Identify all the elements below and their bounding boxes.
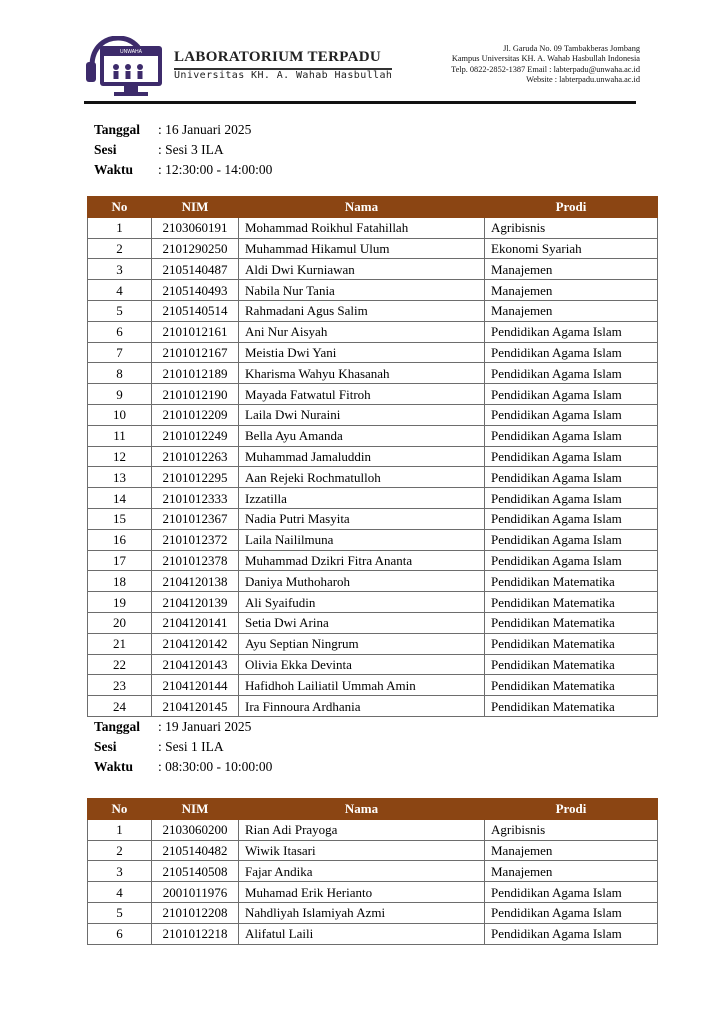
cell-prodi: Pendidikan Agama Islam <box>485 923 658 944</box>
cell-no: 14 <box>88 488 152 509</box>
cell-prodi: Manajemen <box>485 300 658 321</box>
cell-no: 13 <box>88 467 152 488</box>
col-header-nim: NIM <box>152 799 239 820</box>
cell-nim: 2104120141 <box>152 612 239 633</box>
cell-nama: Mohammad Roikhul Fatahillah <box>239 217 485 238</box>
waktu-label: Waktu <box>94 161 134 177</box>
cell-nim: 2101012190 <box>152 384 239 405</box>
cell-no: 4 <box>88 280 152 301</box>
table-row <box>88 363 658 384</box>
cell-prodi: Pendidikan Matematika <box>485 696 658 717</box>
lab-logo-monitor-headphones-icon <box>84 36 164 98</box>
cell-no: 1 <box>88 819 152 840</box>
table-row <box>88 217 658 238</box>
cell-no: 5 <box>88 902 152 923</box>
cell-prodi: Pendidikan Matematika <box>485 633 658 654</box>
cell-no: 1 <box>88 217 152 238</box>
tanggal-label: Tanggal <box>94 122 141 137</box>
cell-prodi: Manajemen <box>485 840 658 861</box>
cell-nama: Setia Dwi Arina <box>239 612 485 633</box>
table-row <box>88 508 658 529</box>
cell-nim: 2104120142 <box>152 633 239 654</box>
cell-prodi: Pendidikan Agama Islam <box>485 467 658 488</box>
cell-nama: Nabila Nur Tania <box>239 280 485 301</box>
cell-prodi: Pendidikan Agama Islam <box>485 342 658 363</box>
table-row <box>88 467 658 488</box>
cell-nim: 2105140508 <box>152 861 239 882</box>
cell-prodi: Pendidikan Matematika <box>485 654 658 675</box>
cell-prodi: Pendidikan Agama Islam <box>485 902 658 923</box>
cell-nama: Ira Finnoura Ardhania <box>239 696 485 717</box>
table-row <box>88 384 658 405</box>
cell-no: 6 <box>88 321 152 342</box>
cell-nim: 2101012295 <box>152 467 239 488</box>
cell-no: 20 <box>88 612 152 633</box>
cell-prodi: Agribisnis <box>485 217 658 238</box>
cell-nama: Hafidhoh Lailiatil Ummah Amin <box>239 675 485 696</box>
cell-nama: Rahmadani Agus Salim <box>239 300 485 321</box>
participant-table <box>87 196 658 717</box>
cell-nim: 2103060200 <box>152 819 239 840</box>
cell-no: 8 <box>88 363 152 384</box>
website-line: Website : labterpadu.unwaha.ac.id <box>526 75 640 85</box>
cell-nama: Ayu Septian Ningrum <box>239 633 485 654</box>
cell-nim: 2101012209 <box>152 404 239 425</box>
cell-nama: Nadia Putri Masyita <box>239 508 485 529</box>
cell-prodi: Ekonomi Syariah <box>485 238 658 259</box>
cell-no: 24 <box>88 696 152 717</box>
cell-nim: 2101290250 <box>152 238 239 259</box>
table-row <box>88 259 658 280</box>
sesi-value: : Sesi 1 ILA <box>158 738 224 754</box>
cell-no: 22 <box>88 654 152 675</box>
cell-prodi: Pendidikan Matematika <box>485 592 658 613</box>
table-row <box>88 923 658 944</box>
cell-no: 19 <box>88 592 152 613</box>
cell-no: 16 <box>88 529 152 550</box>
col-header-prodi: Prodi <box>485 197 658 218</box>
cell-prodi: Pendidikan Agama Islam <box>485 529 658 550</box>
cell-nim: 2104120145 <box>152 696 239 717</box>
cell-prodi: Manajemen <box>485 861 658 882</box>
table-header-row <box>88 197 658 218</box>
cell-nim: 2105140482 <box>152 840 239 861</box>
cell-nim: 2105140514 <box>152 300 239 321</box>
cell-nama: Meistia Dwi Yani <box>239 342 485 363</box>
cell-no: 3 <box>88 861 152 882</box>
table-row <box>88 612 658 633</box>
waktu-value: : 12:30:00 - 14:00:00 <box>158 161 273 177</box>
cell-no: 2 <box>88 238 152 259</box>
cell-nama: Muhammad Dzikri Fitra Ananta <box>239 550 485 571</box>
cell-no: 12 <box>88 446 152 467</box>
cell-nim: 2101012208 <box>152 902 239 923</box>
address-line: Kampus Universitas KH. A. Wahab Hasbullah Indonesia <box>451 54 640 64</box>
table-row <box>88 342 658 363</box>
cell-nim: 2101012249 <box>152 425 239 446</box>
cell-prodi: Pendidikan Agama Islam <box>485 488 658 509</box>
cell-nama: Bella Ayu Amanda <box>239 425 485 446</box>
table-row <box>88 425 658 446</box>
cell-nama: Muhammad Hikamul Ulum <box>239 238 485 259</box>
cell-no: 4 <box>88 882 152 903</box>
table-row <box>88 321 658 342</box>
cell-no: 17 <box>88 550 152 571</box>
cell-nama: Ali Syaifudin <box>239 592 485 613</box>
col-header-prodi: Prodi <box>485 799 658 820</box>
cell-nim: 2101012189 <box>152 363 239 384</box>
col-header-nama: Nama <box>239 799 485 820</box>
cell-nim: 2104120143 <box>152 654 239 675</box>
table-row <box>88 446 658 467</box>
cell-nama: Wiwik Itasari <box>239 840 485 861</box>
table-row <box>88 654 658 675</box>
cell-no: 6 <box>88 923 152 944</box>
col-header-nim: NIM <box>152 197 239 218</box>
cell-nim: 2105140487 <box>152 259 239 280</box>
cell-nama: Mayada Fatwatul Fitroh <box>239 384 485 405</box>
table-row <box>88 404 658 425</box>
col-header-nama: Nama <box>239 197 485 218</box>
cell-no: 9 <box>88 384 152 405</box>
table-row <box>88 882 658 903</box>
cell-nim: 2101012378 <box>152 550 239 571</box>
table-row <box>88 280 658 301</box>
table-header-row <box>88 799 658 820</box>
cell-prodi: Pendidikan Matematika <box>485 675 658 696</box>
cell-nim: 2101012372 <box>152 529 239 550</box>
cell-nama: Rian Adi Prayoga <box>239 819 485 840</box>
cell-nim: 2101012367 <box>152 508 239 529</box>
letterhead <box>84 36 640 106</box>
cell-prodi: Pendidikan Agama Islam <box>485 384 658 405</box>
cell-prodi: Pendidikan Agama Islam <box>485 550 658 571</box>
cell-no: 3 <box>88 259 152 280</box>
cell-no: 21 <box>88 633 152 654</box>
cell-nim: 2101012218 <box>152 923 239 944</box>
cell-no: 23 <box>88 675 152 696</box>
cell-prodi: Pendidikan Agama Islam <box>485 508 658 529</box>
cell-no: 2 <box>88 840 152 861</box>
table-row <box>88 300 658 321</box>
cell-no: 7 <box>88 342 152 363</box>
table-row <box>88 675 658 696</box>
table-row <box>88 571 658 592</box>
cell-nim: 2104120139 <box>152 592 239 613</box>
cell-no: 18 <box>88 571 152 592</box>
header-rule <box>84 101 636 104</box>
cell-prodi: Pendidikan Agama Islam <box>485 321 658 342</box>
cell-nama: Aan Rejeki Rochmatulloh <box>239 467 485 488</box>
address-line: Jl. Garuda No. 09 Tambakberas Jombang <box>503 44 640 53</box>
cell-prodi: Manajemen <box>485 280 658 301</box>
cell-no: 10 <box>88 404 152 425</box>
col-header-no: No <box>88 799 152 820</box>
cell-nama: Nahdliyah Islamiyah Azmi <box>239 902 485 923</box>
table-row <box>88 488 658 509</box>
cell-prodi: Pendidikan Agama Islam <box>485 404 658 425</box>
cell-nim: 2104120138 <box>152 571 239 592</box>
cell-prodi: Pendidikan Agama Islam <box>485 446 658 467</box>
cell-nama: Aldi Dwi Kurniawan <box>239 259 485 280</box>
table-row <box>88 592 658 613</box>
address-block <box>451 44 640 86</box>
cell-nama: Kharisma Wahyu Khasanah <box>239 363 485 384</box>
table-row <box>88 819 658 840</box>
cell-nim: 2101012263 <box>152 446 239 467</box>
cell-prodi: Manajemen <box>485 259 658 280</box>
cell-prodi: Pendidikan Matematika <box>485 571 658 592</box>
contact-line: Telp. 0822-2852-1387 Email : labterpadu@unwaha.ac.id <box>451 64 640 74</box>
tanggal-value: : 16 Januari 2025 <box>158 122 252 137</box>
table-row <box>88 550 658 571</box>
cell-prodi: Pendidikan Agama Islam <box>485 363 658 384</box>
waktu-label: Waktu <box>94 758 134 774</box>
cell-nim: 2101012167 <box>152 342 239 363</box>
cell-nama: Daniya Muthoharoh <box>239 571 485 592</box>
participant-table <box>87 798 658 945</box>
cell-prodi: Pendidikan Agama Islam <box>485 425 658 446</box>
cell-nama: Izzatilla <box>239 488 485 509</box>
table-row <box>88 696 658 717</box>
table-row <box>88 238 658 259</box>
cell-nama: Alifatul Laili <box>239 923 485 944</box>
cell-prodi: Agribisnis <box>485 819 658 840</box>
tanggal-value: : 19 Januari 2025 <box>158 719 252 734</box>
waktu-value: : 08:30:00 - 10:00:00 <box>158 758 273 774</box>
cell-nim: 2001011976 <box>152 882 239 903</box>
sesi-label: Sesi <box>94 141 117 157</box>
cell-no: 15 <box>88 508 152 529</box>
cell-nama: Fajar Andika <box>239 861 485 882</box>
cell-no: 11 <box>88 425 152 446</box>
cell-prodi: Pendidikan Matematika <box>485 612 658 633</box>
cell-nama: Muhammad Jamaluddin <box>239 446 485 467</box>
lab-subtitle: Universitas KH. A. Wahab Hasbullah <box>174 70 393 81</box>
table-row <box>88 861 658 882</box>
col-header-no: No <box>88 197 152 218</box>
cell-nama: Laila Dwi Nuraini <box>239 404 485 425</box>
cell-nim: 2105140493 <box>152 280 239 301</box>
cell-nim: 2101012161 <box>152 321 239 342</box>
cell-nim: 2103060191 <box>152 217 239 238</box>
sesi-value: : Sesi 3 ILA <box>158 141 224 157</box>
lab-title: LABORATORIUM TERPADU <box>174 49 381 65</box>
tanggal-label: Tanggal <box>94 719 141 734</box>
cell-nim: 2104120144 <box>152 675 239 696</box>
cell-nama: Laila Naililmuna <box>239 529 485 550</box>
table-row <box>88 633 658 654</box>
logo-text: UNWAHA <box>119 49 143 55</box>
cell-no: 5 <box>88 300 152 321</box>
cell-nama: Ani Nur Aisyah <box>239 321 485 342</box>
cell-nama: Muhamad Erik Herianto <box>239 882 485 903</box>
sesi-label: Sesi <box>94 738 117 754</box>
table-row <box>88 529 658 550</box>
cell-nim: 2101012333 <box>152 488 239 509</box>
cell-prodi: Pendidikan Agama Islam <box>485 882 658 903</box>
cell-nama: Olivia Ekka Devinta <box>239 654 485 675</box>
table-row <box>88 840 658 861</box>
table-row <box>88 902 658 923</box>
